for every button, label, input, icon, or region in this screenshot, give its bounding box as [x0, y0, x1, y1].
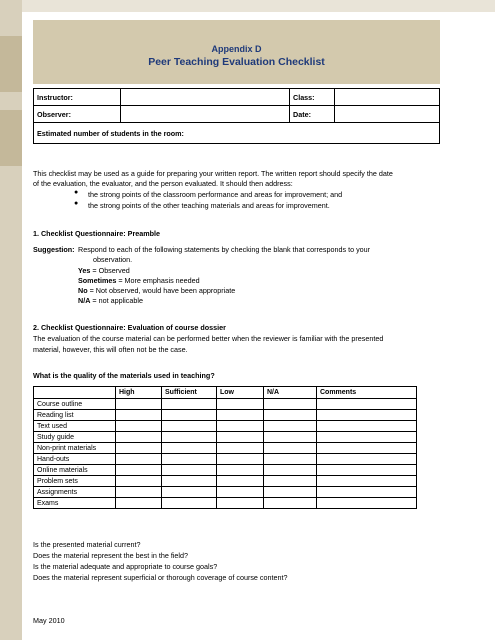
- check-cell[interactable]: [264, 432, 317, 443]
- intro-line-1: This checklist may be used as a guide for preparing your written report. The written report should specify the date: [33, 169, 393, 178]
- option-yes: Yes = Observed: [78, 266, 130, 275]
- intro-line-2: of the evaluation, the evaluator, and the person evaluated. It should then address:: [33, 179, 293, 188]
- check-cell[interactable]: [162, 487, 217, 498]
- question-3: Is the material adequate and appropriate to course goals?: [33, 562, 218, 571]
- comment-cell[interactable]: [317, 476, 417, 487]
- header-blank: [34, 387, 116, 399]
- instructor-field[interactable]: [121, 89, 290, 106]
- check-cell[interactable]: [162, 421, 217, 432]
- observer-field[interactable]: [121, 106, 290, 123]
- check-cell[interactable]: [217, 410, 264, 421]
- suggestion-text-2: observation.: [93, 255, 133, 264]
- footer-date: May 2010: [33, 616, 65, 625]
- check-cell[interactable]: [162, 476, 217, 487]
- row-label: Exams: [34, 498, 116, 509]
- class-field[interactable]: [335, 89, 440, 106]
- table-row: [34, 465, 417, 476]
- check-cell[interactable]: [217, 487, 264, 498]
- bullet-icon: ●: [74, 189, 79, 196]
- comment-cell[interactable]: [317, 443, 417, 454]
- title-banner: [33, 20, 440, 84]
- question-2: Does the material represent the best in the field?: [33, 551, 189, 560]
- check-cell[interactable]: [162, 443, 217, 454]
- table-row: [34, 399, 417, 410]
- suggestion-text-1: Respond to each of the following statements by checking the blank that corresponds to your: [78, 245, 371, 254]
- table-row: [34, 498, 417, 509]
- section2-line-2: material, however, this will often not be the case.: [33, 345, 188, 354]
- check-cell[interactable]: [116, 498, 162, 509]
- date-field[interactable]: [335, 106, 440, 123]
- check-cell[interactable]: [217, 421, 264, 432]
- comment-cell[interactable]: [317, 421, 417, 432]
- materials-quality-table: [33, 386, 417, 509]
- check-cell[interactable]: [217, 443, 264, 454]
- header-na: N/A: [264, 387, 317, 399]
- option-no: No = Not observed, would have been appropriate: [78, 286, 236, 295]
- class-label: Class:: [290, 89, 335, 106]
- quality-question: What is the quality of the materials used in teaching?: [33, 371, 215, 380]
- check-cell[interactable]: [264, 487, 317, 498]
- row-label: Course outline: [34, 399, 116, 410]
- check-cell[interactable]: [264, 443, 317, 454]
- header-low: Low: [217, 387, 264, 399]
- suggestion-label: Suggestion:: [33, 245, 75, 254]
- check-cell[interactable]: [116, 443, 162, 454]
- check-cell[interactable]: [162, 410, 217, 421]
- bullet-icon: ●: [74, 200, 79, 207]
- question-1: Is the presented material current?: [33, 540, 141, 549]
- table-row: [34, 410, 417, 421]
- document-title: Peer Teaching Evaluation Checklist: [148, 56, 325, 68]
- appendix-label: Appendix D: [211, 44, 262, 54]
- check-cell[interactable]: [162, 498, 217, 509]
- table-row: [34, 432, 417, 443]
- option-na: N/A = not applicable: [78, 296, 143, 305]
- header-comments: Comments: [317, 387, 417, 399]
- header-sufficient: Sufficient: [162, 387, 217, 399]
- comment-cell[interactable]: [317, 465, 417, 476]
- date-label: Date:: [290, 106, 335, 123]
- check-cell[interactable]: [116, 454, 162, 465]
- comment-cell[interactable]: [317, 410, 417, 421]
- check-cell[interactable]: [162, 465, 217, 476]
- row-label: Problem sets: [34, 476, 116, 487]
- check-cell[interactable]: [116, 476, 162, 487]
- check-cell[interactable]: [264, 465, 317, 476]
- check-cell[interactable]: [162, 454, 217, 465]
- students-field[interactable]: Estimated number of students in the room:: [34, 123, 440, 144]
- observer-label: Observer:: [34, 106, 121, 123]
- check-cell[interactable]: [217, 498, 264, 509]
- comment-cell[interactable]: [317, 454, 417, 465]
- section2-heading: 2. Checklist Questionnaire: Evaluation of course dossier: [33, 323, 226, 332]
- check-cell[interactable]: [264, 476, 317, 487]
- row-label: Assignments: [34, 487, 116, 498]
- info-table: [33, 88, 440, 144]
- row-label: Online materials: [34, 465, 116, 476]
- option-sometimes: Sometimes = More emphasis needed: [78, 276, 200, 285]
- check-cell[interactable]: [116, 487, 162, 498]
- check-cell[interactable]: [116, 410, 162, 421]
- check-cell[interactable]: [264, 498, 317, 509]
- check-cell[interactable]: [264, 421, 317, 432]
- table-row: [34, 487, 417, 498]
- check-cell[interactable]: [264, 454, 317, 465]
- check-cell[interactable]: [217, 454, 264, 465]
- comment-cell[interactable]: [317, 498, 417, 509]
- section2-line-1: The evaluation of the course material can be performed better when the reviewer is familiar with the presented: [33, 334, 384, 343]
- row-label: Reading list: [34, 410, 116, 421]
- sidebar-block: [0, 110, 22, 166]
- section1-heading: 1. Checklist Questionnaire: Preamble: [33, 229, 161, 238]
- table-row: [34, 454, 417, 465]
- row-label: Text used: [34, 421, 116, 432]
- check-cell[interactable]: [217, 476, 264, 487]
- check-cell[interactable]: [116, 421, 162, 432]
- row-label: Non-print materials: [34, 443, 116, 454]
- question-4: Does the material represent superficial or thorough coverage of course content?: [33, 573, 288, 582]
- table-row: [34, 443, 417, 454]
- comment-cell[interactable]: [317, 487, 417, 498]
- decorative-sidebar: [0, 0, 22, 640]
- check-cell[interactable]: [116, 465, 162, 476]
- table-row: [34, 421, 417, 432]
- intro-bullet-1: the strong points of the classroom performance and areas for improvement; and: [88, 190, 343, 199]
- decorative-topbar: [22, 0, 495, 12]
- check-cell[interactable]: [217, 432, 264, 443]
- check-cell[interactable]: [116, 399, 162, 410]
- comment-cell[interactable]: [317, 432, 417, 443]
- check-cell[interactable]: [116, 432, 162, 443]
- table-row: [34, 476, 417, 487]
- check-cell[interactable]: [217, 399, 264, 410]
- sidebar-block: [0, 36, 22, 92]
- row-label: Study guide: [34, 432, 116, 443]
- comment-cell[interactable]: [317, 399, 417, 410]
- row-label: Hand-outs: [34, 454, 116, 465]
- instructor-label: Instructor:: [34, 89, 121, 106]
- table-header-row: [34, 387, 417, 399]
- intro-bullet-2: the strong points of the other teaching materials and areas for improvement.: [88, 201, 330, 210]
- check-cell[interactable]: [162, 399, 217, 410]
- header-high: High: [116, 387, 162, 399]
- check-cell[interactable]: [264, 410, 317, 421]
- check-cell[interactable]: [162, 432, 217, 443]
- check-cell[interactable]: [264, 399, 317, 410]
- check-cell[interactable]: [217, 465, 264, 476]
